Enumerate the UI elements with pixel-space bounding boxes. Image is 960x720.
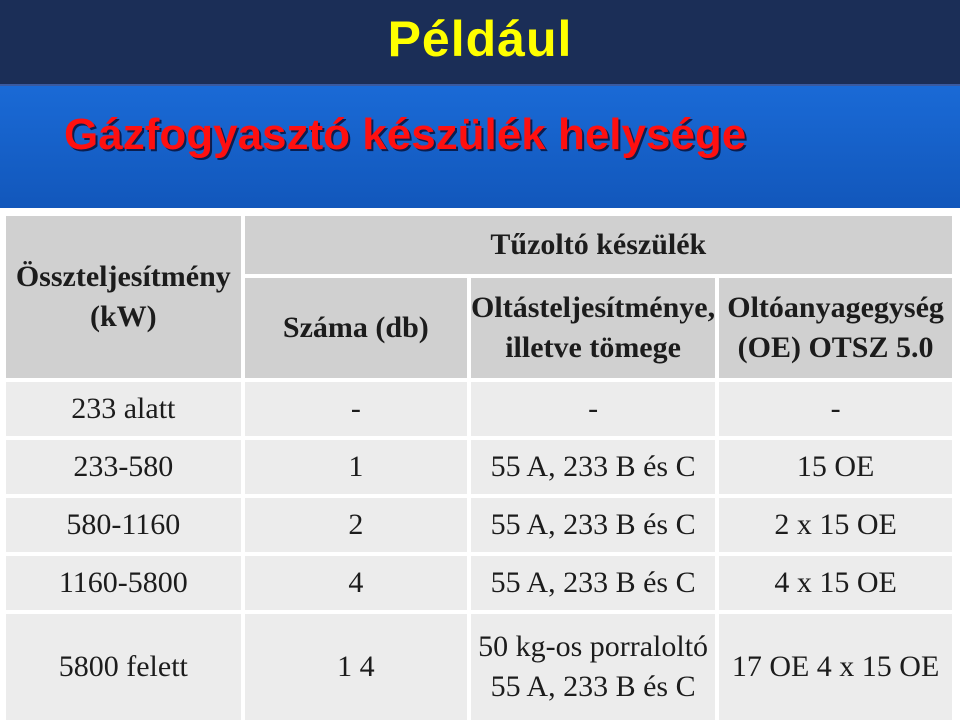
cell-count: 1 (243, 438, 469, 496)
header-total-power-line2: (kW) (89, 300, 157, 333)
cell-oe: 15 OE (717, 438, 954, 496)
cell-power: 580-1160 (4, 496, 243, 554)
header-total-power (4, 214, 243, 380)
cell-count: 1 4 (243, 612, 469, 720)
cell-count: 4 (243, 554, 469, 612)
header-total-power-line1: Összteljesítmény (15, 259, 231, 293)
cell-capacity-line1: 50 kg-os porraloltó (478, 629, 709, 663)
header-capacity-line2: illetve tömege (505, 331, 681, 364)
cell-oe: - (717, 380, 954, 438)
slide-title: Például (387, 11, 573, 67)
slide-subtitle: Gázfogyasztó készülék helysége (64, 110, 747, 159)
cell-count: 2 (243, 496, 469, 554)
cell-oe: 4 x 15 OE (717, 554, 954, 612)
header-oe-line1: Oltóanyagegység (727, 290, 944, 324)
table-row (4, 380, 954, 438)
header-capacity (469, 276, 717, 380)
table-row (4, 612, 954, 720)
table-container (0, 208, 960, 720)
header-oe (717, 276, 954, 380)
cell-capacity: 55 A, 233 B és C (469, 496, 717, 554)
table-row (4, 496, 954, 554)
table-row (4, 554, 954, 612)
header-extinguisher-group: Tűzoltó készülék (243, 214, 954, 276)
cell-power: 233-580 (4, 438, 243, 496)
header-oe-line2: (OE) OTSZ 5.0 (737, 331, 934, 364)
cell-oe: 17 OE 4 x 15 OE (717, 612, 954, 720)
cell-capacity: - (469, 380, 717, 438)
table-row (4, 438, 954, 496)
cell-power: 5800 felett (4, 612, 243, 720)
cell-capacity-line2: 55 A, 233 B és C (490, 670, 696, 703)
header-capacity-line1: Oltásteljesítménye, (471, 290, 716, 324)
cell-power: 1160-5800 (4, 554, 243, 612)
cell-power: 233 alatt (4, 380, 243, 438)
header-count-line1: Száma (db) (282, 310, 429, 344)
cell-oe: 2 x 15 OE (717, 496, 954, 554)
cell-capacity (469, 612, 717, 720)
cell-capacity: 55 A, 233 B és C (469, 438, 717, 496)
fire-extinguisher-table (4, 214, 954, 720)
cell-count: - (243, 380, 469, 438)
header-count (243, 276, 469, 380)
cell-capacity: 55 A, 233 B és C (469, 554, 717, 612)
title-bar (0, 0, 960, 86)
